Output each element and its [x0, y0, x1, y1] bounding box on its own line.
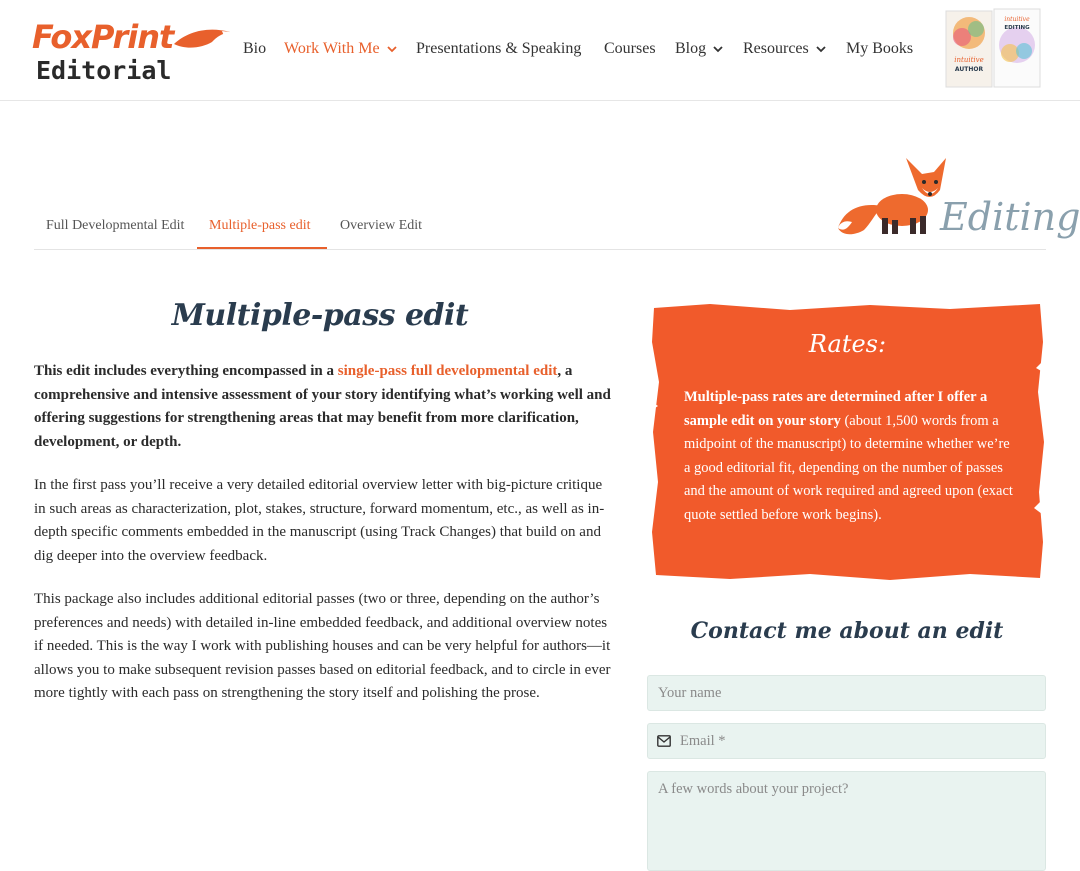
nav-bio[interactable]: [243, 40, 266, 58]
page-title: Multiple-pass edit: [171, 298, 469, 333]
rates-box: [650, 302, 1045, 582]
nav-work-with-me-label: Work With Me: [284, 40, 380, 57]
books-cover-image[interactable]: [944, 7, 1044, 91]
site-header: [0, 0, 1080, 101]
name-input[interactable]: [647, 675, 1046, 711]
intro-text-start: This edit includes everything encompassed in a: [34, 363, 338, 379]
name-input-placeholder: Your name: [658, 685, 722, 701]
nav-my-books[interactable]: [846, 40, 913, 58]
nav-bio-label: Bio: [243, 40, 267, 57]
svg-text:intuitive: intuitive: [1004, 16, 1030, 23]
chevron-down-icon: [712, 43, 724, 55]
first-pass-paragraph: In the first pass you’ll receive a very detailed editorial overview letter with big-picture critique in such areas as characterization, plot, stakes, structure, forward momentum, etc., as well as in-depth specific comments embedded in the manuscript (using Track Changes) that build on and dig deeper into the overview feedback.: [34, 477, 605, 564]
email-input[interactable]: [647, 723, 1046, 759]
message-placeholder: A few words about your project?: [658, 781, 849, 797]
nav-presentations[interactable]: [416, 40, 581, 58]
svg-text:intuitive: intuitive: [954, 56, 984, 64]
nav-my-books-label: My Books: [846, 40, 914, 57]
chevron-down-icon: [815, 43, 827, 55]
tab-overview-edit[interactable]: Overview Edit: [340, 218, 423, 233]
package-paragraph: This package also includes additional editorial passes (two or three, depending on the author’s preferences and needs) with detailed in-line embedded feedback, and additional overview notes if needed. This is the way I work with publishing houses and can be very helpful for authors—it allows you to make subsequent revision passes based on editorial feedback, and to circle in ever more tightly with each pass on strengthening the story itself and polishing the prose.: [34, 591, 611, 702]
nav-work-with-me[interactable]: [284, 40, 398, 58]
site-logo[interactable]: [32, 18, 212, 88]
svg-text:AUTHOR: AUTHOR: [954, 66, 984, 73]
active-tab-indicator: [197, 247, 327, 249]
tab-full-developmental-edit[interactable]: Full Developmental Edit: [46, 218, 185, 233]
chevron-down-icon: [386, 43, 398, 55]
intro-text-end: , a comprehensive and intensive assessment of your story identifying what’s working well and offering suggestions for strengthening areas that may benefit from more clarification, development, or depth.: [34, 363, 611, 450]
nav-blog-label: Blog: [675, 40, 707, 57]
nav-courses[interactable]: [604, 40, 656, 58]
logo-wordmark-top: FoxPrint: [32, 18, 174, 56]
email-input-placeholder: Email *: [680, 733, 726, 749]
single-pass-edit-link[interactable]: single-pass full developmental edit: [337, 363, 558, 379]
tab-multiple-pass-edit[interactable]: Multiple-pass edit: [209, 218, 311, 233]
fox-tail-icon: [172, 24, 232, 52]
intro-paragraph: [34, 360, 614, 454]
editing-fox-illustration: [830, 150, 1080, 260]
nav-blog[interactable]: [675, 40, 724, 58]
envelope-icon: [657, 735, 671, 747]
logo-wordmark-bottom: Editorial: [36, 56, 172, 85]
editing-art-label: Editing: [940, 195, 1080, 239]
rates-bold-text: Multiple-pass rates are determined after I offer a sample edit on your story: [684, 389, 988, 429]
nav-presentations-label: Presentations & Speaking: [416, 40, 582, 57]
contact-heading: Contact me about an edit: [690, 618, 1004, 644]
rates-title: Rates:: [808, 330, 887, 358]
rates-text: (about 1,500 words from a midpoint of the manuscript) to determine whether we’re a good editorial fit, depending on the number of passes and the amount of work required and agreed upon (exact quote settled before work begins).: [684, 412, 1013, 523]
nav-resources[interactable]: [743, 40, 827, 58]
nav-resources-label: Resources: [743, 40, 809, 57]
rates-description: [684, 386, 1014, 528]
nav-courses-label: Courses: [604, 40, 656, 57]
project-message-textarea[interactable]: [647, 771, 1046, 871]
svg-text:EDITING: EDITING: [1004, 25, 1030, 31]
